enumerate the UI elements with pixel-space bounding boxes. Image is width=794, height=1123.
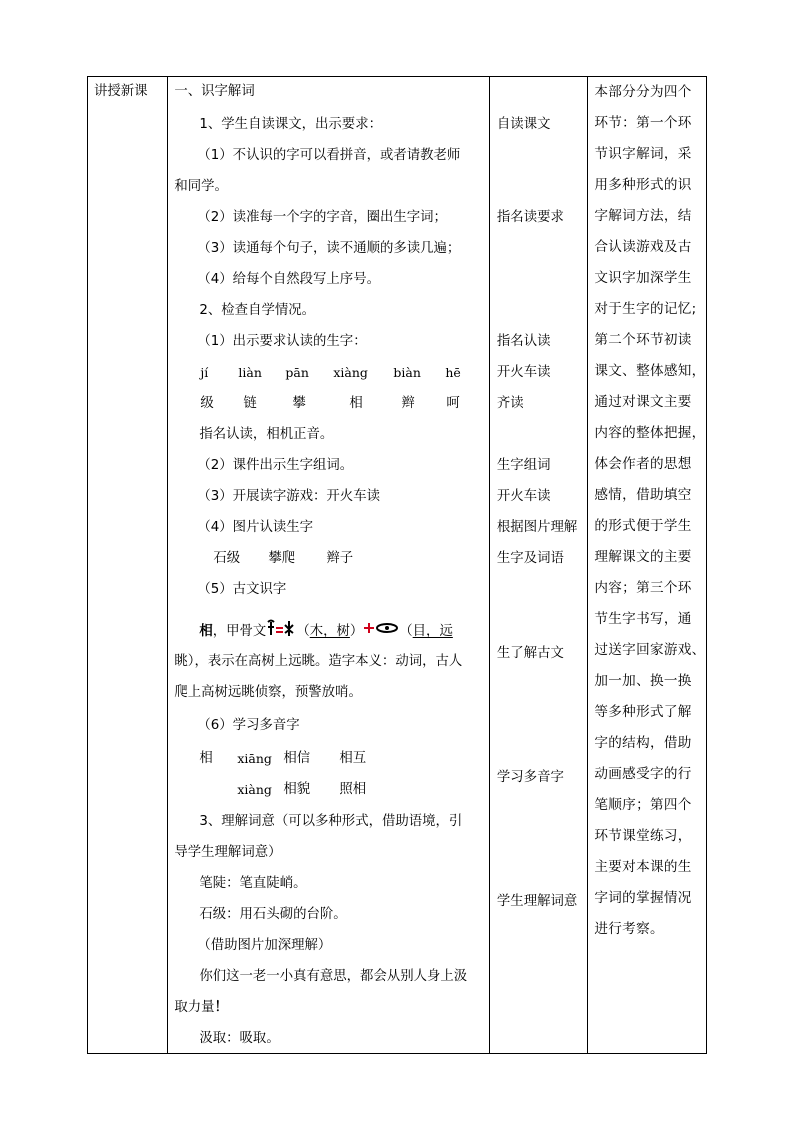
ancient-char-line <box>199 618 452 641</box>
intent-line-13: 体会作者的思想 <box>594 456 692 472</box>
content-step-1-req-2: （2）读准每一个字的字音，圈出生字词； <box>197 210 447 225</box>
activity-6: 生字组词 <box>496 458 551 473</box>
content-step-1-req-1b: 和同学。 <box>174 179 228 194</box>
poly-char: 相 <box>199 751 213 766</box>
ancient-text-c: ） <box>349 624 364 639</box>
content-step-2: 2、检查自学情况。 <box>199 303 316 318</box>
content-step-3b: 导学生理解词意） <box>174 845 282 860</box>
word-def-2: 石级：用石头砌的台阶。 <box>199 907 347 922</box>
activity-5: 齐读 <box>496 396 524 411</box>
ancient-eye-meaning: 目，远 <box>412 624 453 639</box>
content-step-2-item-3: （3）开展读字游戏：开火车读 <box>197 489 380 504</box>
content-step-1-req-4: （4）给每个自然段写上序号。 <box>197 272 380 287</box>
word-def-3: 汲取：吸取。 <box>199 1031 280 1046</box>
activity-1: 自读课文 <box>496 117 551 132</box>
hanzi-6: 呵 <box>446 396 460 411</box>
content-step-3a: 3、理解词意（可以多种形式，借助语境，引 <box>199 814 463 829</box>
intent-line-17: 内容；第三个环 <box>594 580 692 596</box>
section-cell <box>88 77 168 1054</box>
intent-line-2: 环节：第一个环 <box>594 115 692 131</box>
hanzi-2: 链 <box>243 396 257 411</box>
intent-line-5: 字解词方法，结 <box>594 208 692 224</box>
activity-cell <box>489 77 587 1054</box>
ancient-line-3: 爬上高树远眺侦察，预警放哨。 <box>174 685 362 700</box>
activity-4: 开火车读 <box>496 365 551 380</box>
picture-word-3: 辫子 <box>326 551 354 566</box>
intent-line-25: 环节课堂练习， <box>594 828 692 844</box>
intent-line-11: 通过对课文主要 <box>594 394 692 410</box>
poly-pinyin-2: xiàng <box>237 782 272 797</box>
quote-line-2 <box>174 999 228 1017</box>
poly-word-2a: 相貌 <box>283 782 311 797</box>
activity-7: 开火车读 <box>496 489 551 504</box>
intent-line-20: 加一加、换一换 <box>594 673 692 689</box>
poly-word-2b: 照相 <box>339 782 367 797</box>
content-step-2-note: 指名认读，相机正音。 <box>199 427 334 442</box>
intent-line-4: 用多种形式的识 <box>594 177 692 193</box>
intent-line-21: 等多种形式了解 <box>594 704 692 720</box>
pinyin-2: liàn <box>238 365 262 380</box>
quote-line-2-text: 取力量 <box>174 1000 215 1015</box>
word-def-2-note: （借助图片加深理解） <box>197 938 332 953</box>
poly-pinyin-1: xiāng <box>237 751 272 766</box>
content-heading: 一、识字解词 <box>174 84 255 99</box>
intent-line-16: 理解课文的主要 <box>594 549 692 565</box>
table-row <box>88 77 707 1054</box>
content-step-2-item-6: （6）学习多音字 <box>197 718 300 733</box>
ancient-tree-meaning: 木，树 <box>309 624 350 639</box>
intent-line-27: 字词的掌握情况 <box>594 890 692 906</box>
activity-11: 学习多音字 <box>496 770 564 785</box>
activity-2: 指名读要求 <box>496 210 564 225</box>
activity-12: 学生理解词意 <box>496 894 578 909</box>
lesson-plan-table <box>87 76 707 1054</box>
lesson-table-wrapper <box>87 76 707 1054</box>
hanzi-3: 攀 <box>292 396 306 411</box>
ancient-text-b: （ <box>296 624 310 639</box>
intent-line-14: 感情，借助填空 <box>594 487 692 503</box>
intent-line-19: 过送字回家游戏、 <box>594 642 706 658</box>
intent-line-22: 字的结构，借助 <box>594 735 692 751</box>
word-def-1: 笔陡：笔直陡峭。 <box>199 876 307 891</box>
activity-3: 指名认读 <box>496 334 551 349</box>
quote-line-2-excl: ！ <box>214 1000 228 1015</box>
ancient-line-2: 眺），表示在高树上远眺。造字本义：动词，古人 <box>174 654 463 669</box>
intent-line-23: 动画感受字的行 <box>594 766 692 782</box>
pinyin-1: jí <box>200 365 209 380</box>
intent-line-15: 的形式便于学生 <box>594 518 692 534</box>
ancient-char: 相 <box>199 624 213 639</box>
content-step-1: 1、学生自读课文，出示要求： <box>199 117 382 132</box>
poly-word-1a: 相信 <box>283 751 311 766</box>
activity-9: 生字及词语 <box>496 551 564 566</box>
intent-line-18: 节生字书写，通 <box>594 611 692 627</box>
pinyin-5: biàn <box>393 365 421 380</box>
intent-line-12: 内容的整体把握， <box>594 425 706 441</box>
hanzi-1: 级 <box>200 396 214 411</box>
intent-cell <box>588 77 707 1054</box>
quote-line-1: 你们这一老一小真有意思，都会从别人身上汲 <box>199 969 468 984</box>
content-step-2-item-5: （5）古文识字 <box>197 582 287 597</box>
activity-10: 生了解古文 <box>496 646 564 661</box>
picture-word-2: 攀爬 <box>268 551 296 566</box>
hanzi-4: 相 <box>349 396 363 411</box>
poly-word-1b: 相互 <box>339 751 367 766</box>
ancient-text-a: ，甲骨文 <box>212 624 267 639</box>
intent-line-26: 主要对本课的生 <box>594 859 692 875</box>
content-step-1-req-1a: （1）不认识的字可以看拼音，或者请教老师 <box>197 148 461 163</box>
content-step-2-item-1: （1）出示要求认读的生字： <box>197 334 367 349</box>
pinyin-4: xiàng <box>333 365 368 380</box>
intent-line-9: 第二个环节初读 <box>594 332 692 348</box>
pinyin-3: pān <box>285 365 309 380</box>
intent-line-8: 对于生字的记忆; <box>594 301 697 317</box>
oracle-bone-eye-icon <box>363 618 399 638</box>
picture-word-1: 石级 <box>213 551 241 566</box>
hanzi-5: 辫 <box>401 396 415 411</box>
intent-line-3: 节识字解词，采 <box>594 146 692 162</box>
content-step-2-item-4: （4）图片认读生字 <box>197 520 314 535</box>
ancient-text-d: （ <box>399 624 413 639</box>
pinyin-6: hē <box>445 365 461 380</box>
intent-line-6: 合认读游戏及古 <box>594 239 692 255</box>
activity-8: 根据图片理解 <box>496 520 578 535</box>
intent-line-24: 笔顺序；第四个 <box>594 797 692 813</box>
content-cell <box>168 77 490 1054</box>
oracle-bone-tree-eye-icon <box>266 618 296 638</box>
content-step-1-req-3: （3）读通每个句子，读不通顺的多读几遍； <box>197 241 461 256</box>
intent-line-28: 进行考察。 <box>594 921 664 937</box>
section-label: 讲授新课 <box>94 84 148 99</box>
intent-line-7: 文识字加深学生 <box>594 270 692 286</box>
intent-line-10: 课文、整体感知， <box>594 363 706 379</box>
intent-line-1: 本部分分为四个 <box>594 84 692 100</box>
content-step-2-item-2: （2）课件出示生字组词。 <box>197 458 354 473</box>
